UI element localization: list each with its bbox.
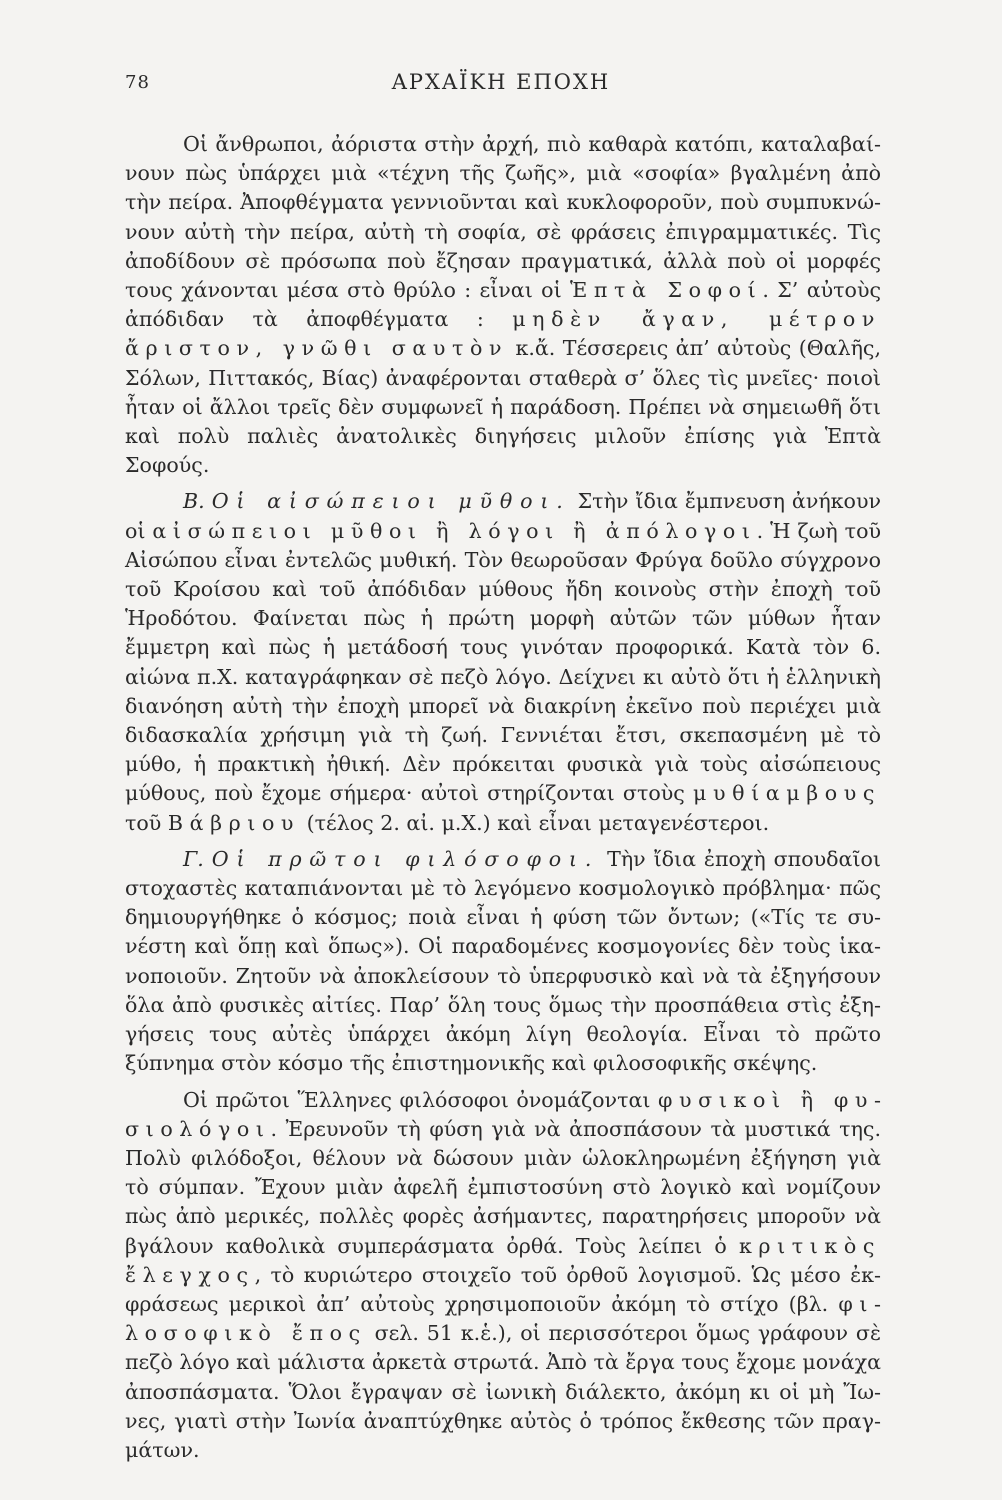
page-header (0, 68, 1002, 102)
spaced-term-maxims: μηδὲν ἄγαν, μέτρον ἄριστον, γνῶθι σαυτὸν (125, 307, 881, 361)
page-number: 78 (125, 72, 150, 93)
paragraph-physikoi (125, 1086, 881, 1466)
spaced-term-babrius: Βάβριου (167, 810, 301, 835)
spaced-term-aesop: αἰσώπειοι μῦθοι ἢ λόγοι ἢ ἀπόλογοι (152, 518, 757, 543)
spaced-term-critical-test: κριτικὸς ἔλεγχος (125, 1233, 881, 1287)
section-letter: Β. (183, 489, 205, 514)
text-run: Στὴν ἴδια ἔμπνευση ἀνήκουν οἱ (125, 489, 881, 543)
text-run: Οἱ πρῶτοι Ἕλληνες φιλόσοφοι ὀνομάζονται (183, 1087, 659, 1112)
paragraph-seven-sages (125, 130, 881, 480)
spaced-term-seven-sages: Ἑπτὰ Σοφοί (570, 278, 763, 303)
section-heading-b (183, 489, 571, 513)
spaced-term-mythiamboi: μυθίαμβους (693, 781, 881, 806)
paragraph-aesop-fables (125, 487, 881, 837)
text-run: (τέλος 2. αἰ. μ.Χ.) καὶ εἶναι μεταγενέστεροι. (300, 810, 770, 835)
paragraph-first-philosophers (125, 845, 881, 1079)
section-letter: Γ. (183, 846, 204, 871)
section-title: Οἱ πρῶτοι φιλόσοφοι. (211, 846, 600, 871)
text-run: κ.ἄ. Τέσσερεις ἀπ’ αὐτοὺς (Θαλῆς, Σόλων, Πιττακός, Βίας) ἀναφέρονται σταθερὰ σ’ ὅλες τὶς μνεῖες· ποιοὶ ἦταν οἱ ἄλλοι τρεῖς δὲν συμφωνεῖ ἡ παράδοση. Πρέπει νὰ σημειωθῆ ὅτι καὶ πολὺ παλιὲς ἀνατολικὲς διηγήσεις μιλοῦν ἐπίσης γιὰ Ἑπτὰ Σοφούς. (125, 336, 881, 478)
text-run: . Ἐρευνοῦν τὴ φύση γιὰ νὰ ἀποσπάσουν τὰ μυστικά της. Πολὺ φιλόδοξοι, θέλουν νὰ δώσουν μιὰν ὡλοκληρωμένη ἐξήγηση γιὰ τὸ σύμπαν. Ἔχουν μιὰν ἀφελῆ ἐμπιστοσύνη στὸ λογικὸ καὶ νομίζουν πὼς ἀπὸ μερικές, πολλὲς φορὲς ἀσήμαντες, παρατηρήσεις μποροῦν νὰ βγάλουν καθολικὰ συμπεράσματα ὀρθά. Τοὺς λείπει ὁ (125, 1116, 881, 1258)
text-run: , τὸ κυριώτερο στοιχεῖο τοῦ ὀρθοῦ λογισμοῦ. Ὡς μέσο ἐκφράσεως μερικοὶ ἀπ’ αὐτοὺς χρησιμοποιοῦν ἀκόμη τὸ στίχο (βλ. (125, 1262, 881, 1316)
text-run: . Σ’ αὐτοὺς ἀπόδιδαν τὰ ἀποφθέγματα : (125, 278, 881, 332)
section-heading-c (183, 847, 599, 871)
page-body (125, 130, 881, 1465)
section-title: Οἱ αἰσώπειοι μῦθοι. (211, 489, 571, 514)
text-run: τοῦ (125, 810, 168, 835)
spaced-term-physikoi: φυσικοὶ ἢ φυσιολόγοι (125, 1087, 881, 1141)
spaced-term-philosophical-epic: φιλοσοφικὸ ἔπος (125, 1291, 881, 1346)
text-run: σελ. 51 κ.ἑ.), οἱ περισσότεροι ὅμως γράφουν σὲ πεζὸ λόγο καὶ μάλιστα ἀρκετὰ στρωτά. Ἀπὸ τὰ ἔργα τους ἔχομε μονάχα ἀποσπάσματα. Ὅλοι ἔγραψαν σὲ ἰωνικὴ διάλεκτο, ἀκόμη κι οἱ μὴ Ἴωνες, γιατὶ στὴν Ἰωνία ἀναπτύχθηκε αὐτὸς ὁ τρόπος ἔκθεσης τῶν πραγμάτων. (125, 1321, 881, 1462)
text-run: Τὴν ἴδια ἐποχὴ σπουδαῖοι στοχαστὲς καταπιάνονται μὲ τὸ λεγόμενο κοσμολογικὸ πρόβλημα· πῶς δημιουργήθηκε ὁ κόσμος; ποιὰ εἶναι ἡ φύση τῶν ὄντων; («Τίς τε συνέστη καὶ ὅπῃ καὶ ὅπως»). Οἱ παραδομένες κοσμογονίες δὲν τοὺς ἱκανοποιοῦν. Ζητοῦν νὰ ἀποκλείσουν τὸ ὑπερφυσικὸ καὶ νὰ τὰ ἐξηγήσουν ὅλα ἀπὸ φυσικὲς αἰτίες. Παρ’ ὅλη τους ὅμως τὴν προσπάθεια στὶς ἐξηγήσεις τους αὐτὲς ὑπάρχει ἀκόμη λίγη θεολογία. Εἶναι τὸ πρῶτο ξύπνημα στὸν κόσμο τῆς ἐπιστημονικῆς καὶ φιλοσοφικῆς σκέψης. (125, 846, 881, 1076)
running-head: ΑΡΧΑΪΚΗ ΕΠΟΧΗ (391, 70, 611, 94)
text-run: Οἱ ἄνθρωποι, ἀόριστα στὴν ἀρχή, πιὸ καθαρὰ κατόπι, καταλαβαίνουν πὼς ὑπάρχει μιὰ «τέχνη τῆς ζωῆς», μιὰ «σοφία» βγαλμένη ἀπὸ τὴν πείρα. Ἀποφθέγματα γεννιοῦνται καὶ κυκλοφοροῦν, ποὺ συμπυκνώνουν αὐτὴ τὴν πείρα, αὐτὴ τὴ σοφία, σὲ φράσεις ἐπιγραμματικές. Τὶς ἀποδίδουν σὲ πρόσωπα ποὺ ἔζησαν πραγματικά, ἀλλὰ ποὺ οἱ μορφές τους χάνονται μέσα στὸ θρύλο : εἶναι οἱ (125, 132, 881, 303)
text-run: . Ἡ ζωὴ τοῦ Αἰσώπου εἶναι ἐντελῶς μυθική. Τὸν θεωροῦσαν Φρύγα δοῦλο σύγχρονο τοῦ Κροίσου καὶ τοῦ ἀπόδιδαν μύθους ἤδη κοινοὺς στὴν ἐποχὴ τοῦ Ἡροδότου. Φαίνεται πὼς ἡ πρώτη μορφὴ αὐτῶν τῶν μύθων ἦταν ἔμμετρη καὶ πὼς ἡ μετάδοσή τους γινόταν προφορικά. Κατὰ τὸν 6. αἰώνα π.Χ. καταγράφηκαν σὲ πεζὸ λόγο. Δείχνει κι αὐτὸ ὅτι ἡ ἑλληνικὴ διανόηση αὐτὴ τὴν ἐποχὴ μπορεῖ νὰ διακρίνη ἐκεῖνο ποὺ περιέχει μιὰ διδασκαλία χρήσιμη γιὰ τὴ ζωή. Γεννιέται ἔτσι, σκεπασμένη μὲ τὸ μύθο, ἡ πρακτικὴ ἠθική. Δὲν πρόκειται φυσικὰ γιὰ τοὺς αἰσώπειους μύθους, ποὺ ἔχομε σήμερα· αὐτοὶ στηρίζονται στοὺς (125, 518, 881, 806)
